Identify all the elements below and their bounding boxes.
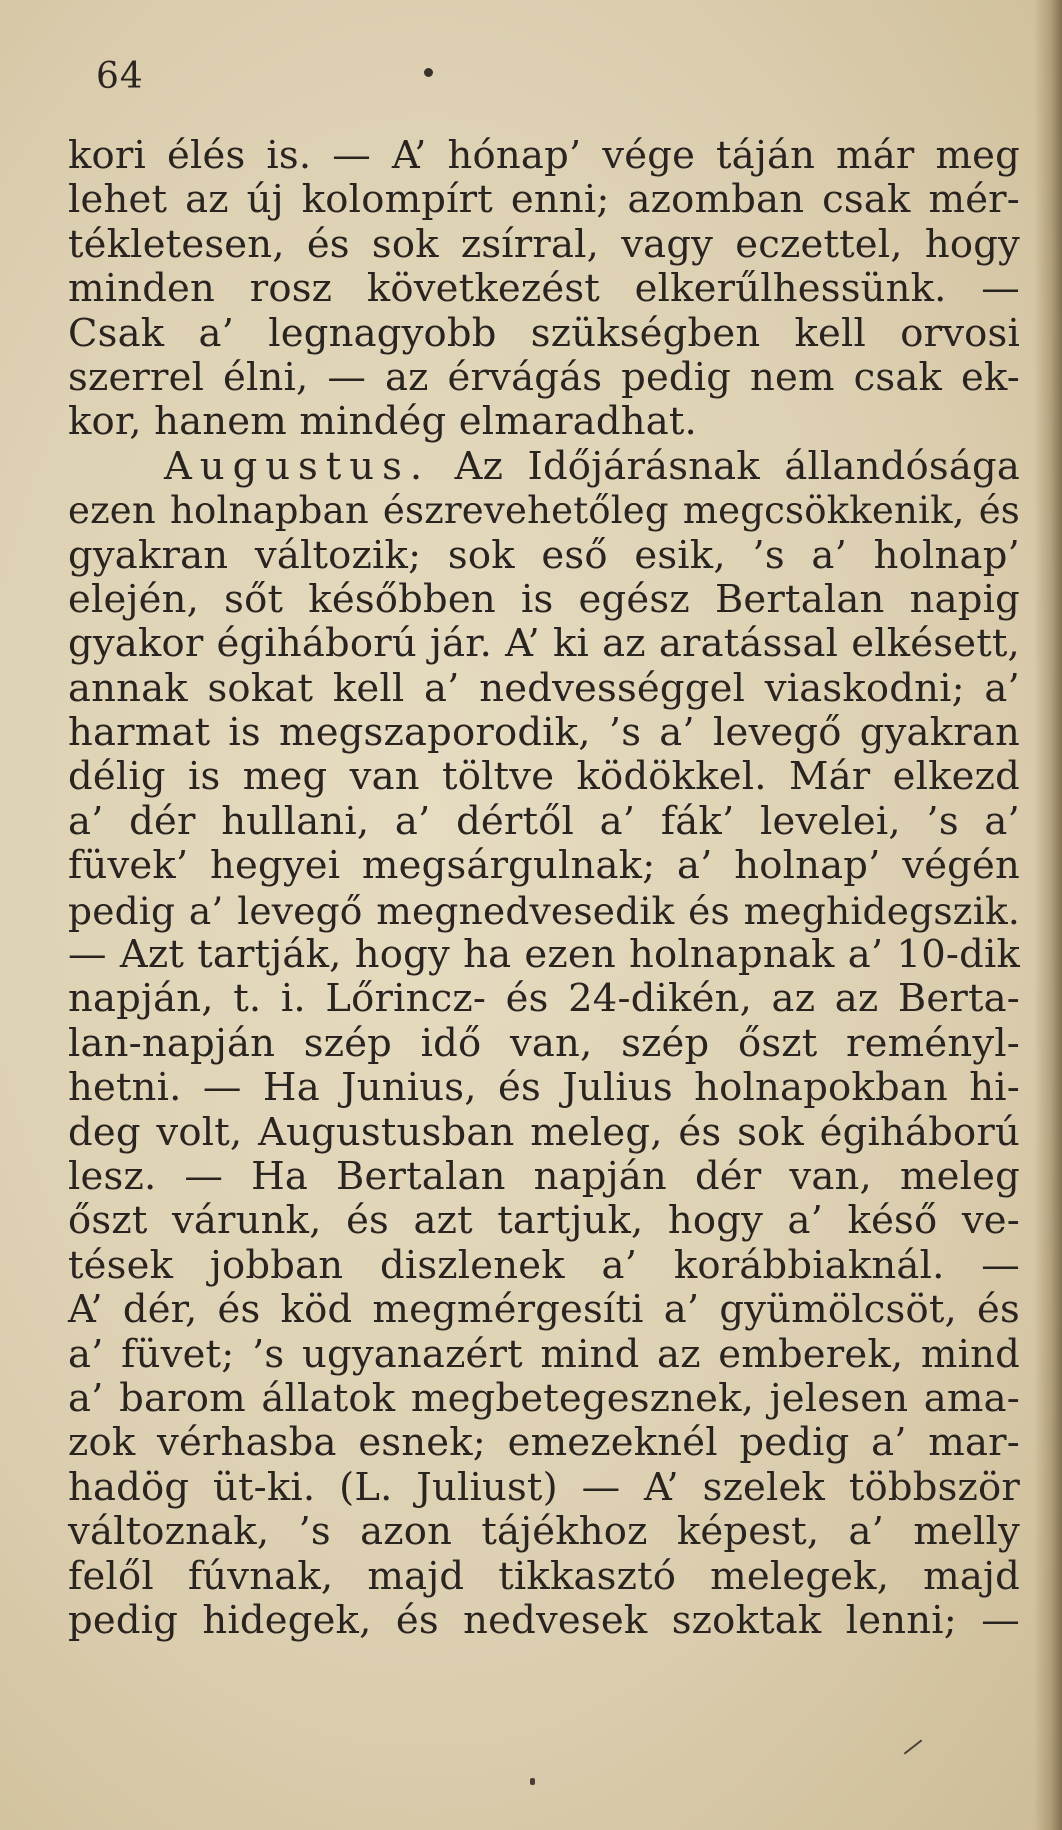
text-line: minden rosz következést elkerűlhessünk. — xyxy=(68,266,1020,312)
ink-stroke xyxy=(904,1739,923,1754)
text-line: kor, hanem mindég elmaradhat. xyxy=(68,399,697,445)
month-heading: Augustus. xyxy=(164,443,431,489)
text-line: a’ dér hullani, a’ dértől a’ fák’ levelei, ’s a’ xyxy=(68,798,1020,844)
text-line: pedig hidegek, és nedvesek szoktak lenni; — xyxy=(68,1597,1020,1643)
text-line: lan-napján szép idő van, szép őszt reményl- xyxy=(68,1020,1020,1066)
text-line: pedig a’ levegő megnedvesedik és meghidegszik. xyxy=(68,888,1020,933)
text-line: őszt várunk, és azt tartjuk, hogy a’ késő ve- xyxy=(68,1198,1020,1244)
text-line: deg volt, Augustusban meleg, és sok égiháború xyxy=(68,1109,1020,1155)
text-line: gyakran változik; sok eső esik, ’s a’ holnap’ xyxy=(68,532,1020,578)
text-line: a’ füvet; ’s ugyanazért mind az emberek, mind xyxy=(68,1331,1020,1377)
text-line: napján, t. i. Lőrincz- és 24-dikén, az az Berta- xyxy=(68,976,1020,1022)
body-text xyxy=(68,134,1020,1643)
text-line: tések jobban diszlenek a’ korábbiaknál. — xyxy=(68,1242,1020,1288)
text-line: délig is meg van töltve ködökkel. Már elkezd xyxy=(68,754,1020,800)
text-line: hadög üt-ki. (L. Juliust) — A’ szelek többször xyxy=(68,1464,1020,1510)
text-line: zok vérhasba esnek; emezeknél pedig a’ mar- xyxy=(68,1420,1020,1466)
text-line: ezen holnapban észrevehetőleg megcsökkenik, és xyxy=(68,489,1020,533)
ink-mark xyxy=(530,1778,535,1785)
text-line: gyakor égiháború jár. A’ ki az aratással elkésett, xyxy=(68,621,1020,667)
text-line: hetni. — Ha Junius, és Julius holnapokban hi- xyxy=(68,1065,1020,1111)
text-line: kori élés is. — A’ hónap’ vége táján már meg xyxy=(68,133,1020,178)
text-line: A’ dér, és köd megmérgesíti a’ gyümölcsöt, és xyxy=(68,1287,1020,1333)
text-line: változnak, ’s azon tájékhoz képest, a’ melly xyxy=(68,1509,1020,1555)
text-line: tékletesen, és sok zsírral, vagy eczettel, hogy xyxy=(68,221,1020,267)
text-line: lehet az új kolompírt enni; azomban csak mér- xyxy=(68,177,1020,223)
text-line: lesz. — Ha Bertalan napján dér van, meleg xyxy=(68,1153,1020,1199)
text-line: szerrel élni, — az érvágás pedig nem csak ek- xyxy=(68,354,1020,400)
text-line: füvek’ hegyei megsárgulnak; a’ holnap’ végén xyxy=(68,843,1020,889)
text-line: annak sokat kell a’ nedvességgel viaskodni; a’ xyxy=(68,665,1020,711)
ink-dot xyxy=(424,68,433,77)
text-line: a’ barom állatok megbetegesznek, jelesen ama- xyxy=(68,1375,1020,1421)
text-line: Csak a’ legnagyobb szükségben kell orvosi xyxy=(68,310,1020,356)
text-line: Az Időjárásnak állandósága xyxy=(454,443,1020,489)
text-line: — Azt tartják, hogy ha ezen holnapnak a’ 10-dik xyxy=(68,932,1020,978)
month-paragraph-start xyxy=(68,445,1020,489)
text-line: felől fúvnak, majd tikkasztó melegek, majd xyxy=(68,1553,1020,1599)
page-edge-shadow xyxy=(1034,0,1062,1830)
text-line: harmat is megszaporodik, ’s a’ levegő gyakran xyxy=(68,710,1020,756)
text-line: elején, sőt későbben is egész Bertalan napig xyxy=(68,576,1020,622)
page-number: 64 xyxy=(96,56,144,97)
